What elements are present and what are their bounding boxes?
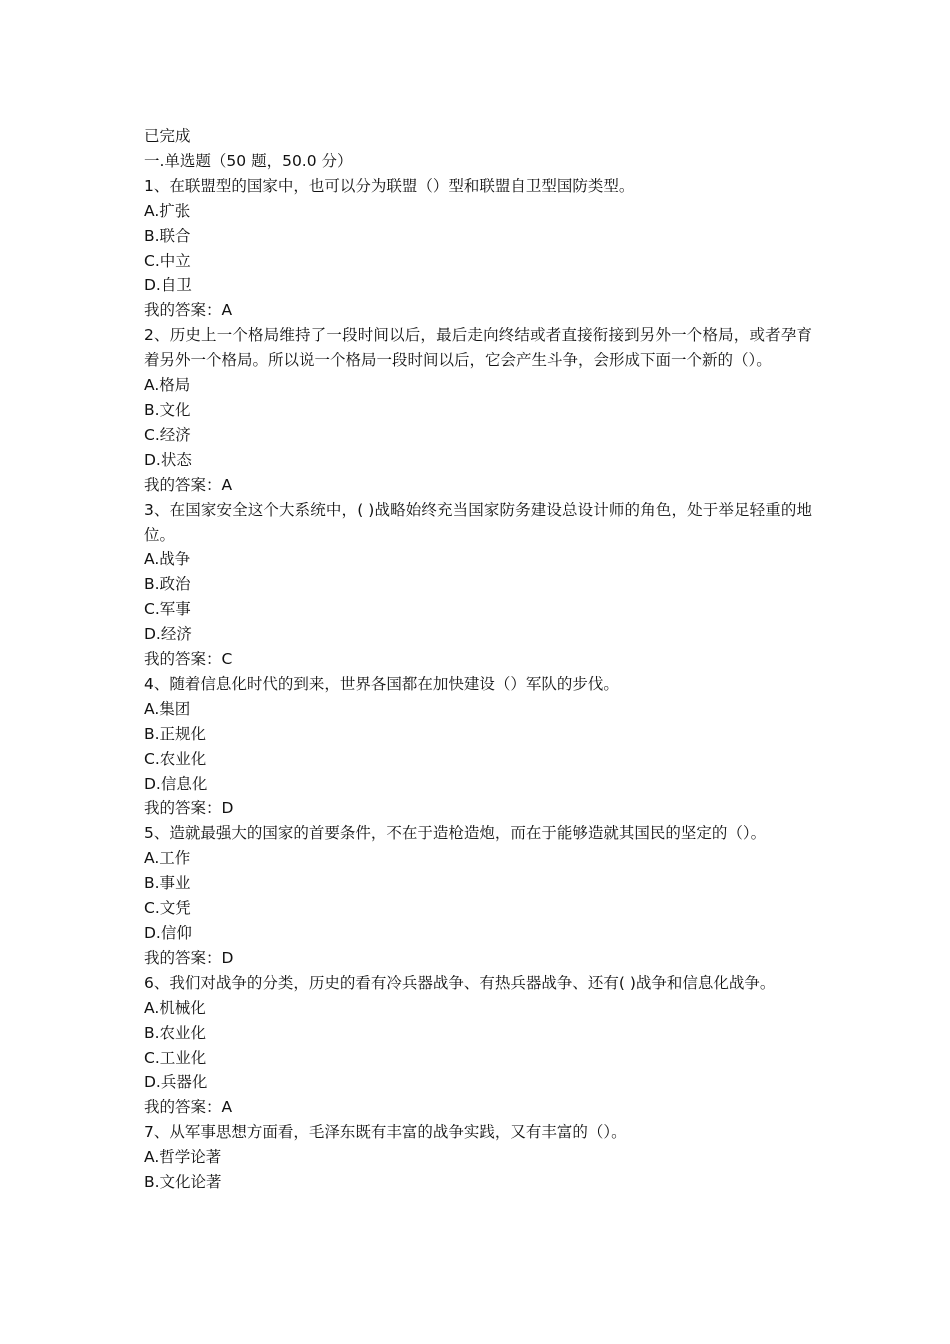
option-c: C.工业化 (144, 1048, 207, 1067)
option-b: B.文化论著 (144, 1173, 222, 1192)
question-stem: 1、在联盟型的国家中，也可以分为联盟（）型和联盟自卫型国防类型。 (144, 176, 635, 195)
option-b: B.农业化 (144, 1023, 207, 1042)
my-answer: 我的答案：A (144, 301, 233, 320)
question-5 (144, 821, 812, 970)
option-c: C.中立 (144, 251, 191, 270)
section-title: 一.单选题（50 题，50.0 分） (144, 151, 353, 170)
option-a: A.格局 (144, 376, 191, 395)
option-c: C.农业化 (144, 749, 207, 768)
question-stem: 7、从军事思想方面看，毛泽东既有丰富的战争实践，又有丰富的（）。 (144, 1123, 627, 1142)
option-a: A.集团 (144, 699, 191, 718)
option-b: B.政治 (144, 575, 191, 594)
option-c: C.军事 (144, 600, 191, 619)
my-answer: 我的答案：A (144, 1098, 233, 1117)
question-stem: 4、随着信息化时代的到来，世界各国都在加快建设（）军队的步伐。 (144, 674, 619, 693)
my-answer: 我的答案：A (144, 475, 233, 494)
option-b: B.联合 (144, 226, 191, 245)
my-answer: 我的答案：C (144, 650, 233, 669)
option-d: D.经济 (144, 625, 192, 644)
question-stem: 6、我们对战争的分类，历史的看有冷兵器战争、有热兵器战争、还有( )战争和信息化战争。 (144, 973, 776, 992)
my-answer: 我的答案：D (144, 799, 234, 818)
option-b: B.正规化 (144, 724, 207, 743)
option-d: D.状态 (144, 450, 192, 469)
question-3 (144, 498, 812, 672)
document-page (144, 124, 812, 1195)
question-2 (144, 323, 812, 497)
completion-status: 已完成 (144, 127, 191, 145)
option-b: B.事业 (144, 874, 191, 893)
option-a: A.机械化 (144, 998, 206, 1017)
question-7 (144, 1120, 812, 1195)
my-answer: 我的答案：D (144, 948, 234, 967)
question-6 (144, 971, 812, 1120)
option-d: D.自卫 (144, 276, 192, 295)
question-1 (144, 174, 812, 323)
option-b: B.文化 (144, 400, 191, 419)
question-stem: 3、在国家安全这个大系统中，( )战略始终充当国家防务建设总设计师的角色，处于举足轻重的地位。 (144, 500, 812, 544)
option-d: D.信息化 (144, 774, 208, 793)
option-d: D.信仰 (144, 924, 192, 942)
option-a: A.战争 (144, 550, 191, 569)
option-a: A.工作 (144, 849, 191, 868)
option-a: A.扩张 (144, 201, 191, 220)
option-c: C.经济 (144, 425, 191, 444)
question-4 (144, 672, 812, 821)
option-c: C.文凭 (144, 899, 191, 918)
question-stem: 2、历史上一个格局维持了一段时间以后，最后走向终结或者直接衔接到另外一个格局，或者孕育着另外一个格局。所以说一个格局一段时间以后，它会产生斗争，会形成下面一个新的（）。 (144, 326, 812, 370)
option-d: D.兵器化 (144, 1073, 208, 1092)
question-stem: 5、造就最强大的国家的首要条件，不在于造枪造炮，而在于能够造就其国民的坚定的（）。 (144, 824, 767, 843)
option-a: A.哲学论著 (144, 1148, 222, 1167)
